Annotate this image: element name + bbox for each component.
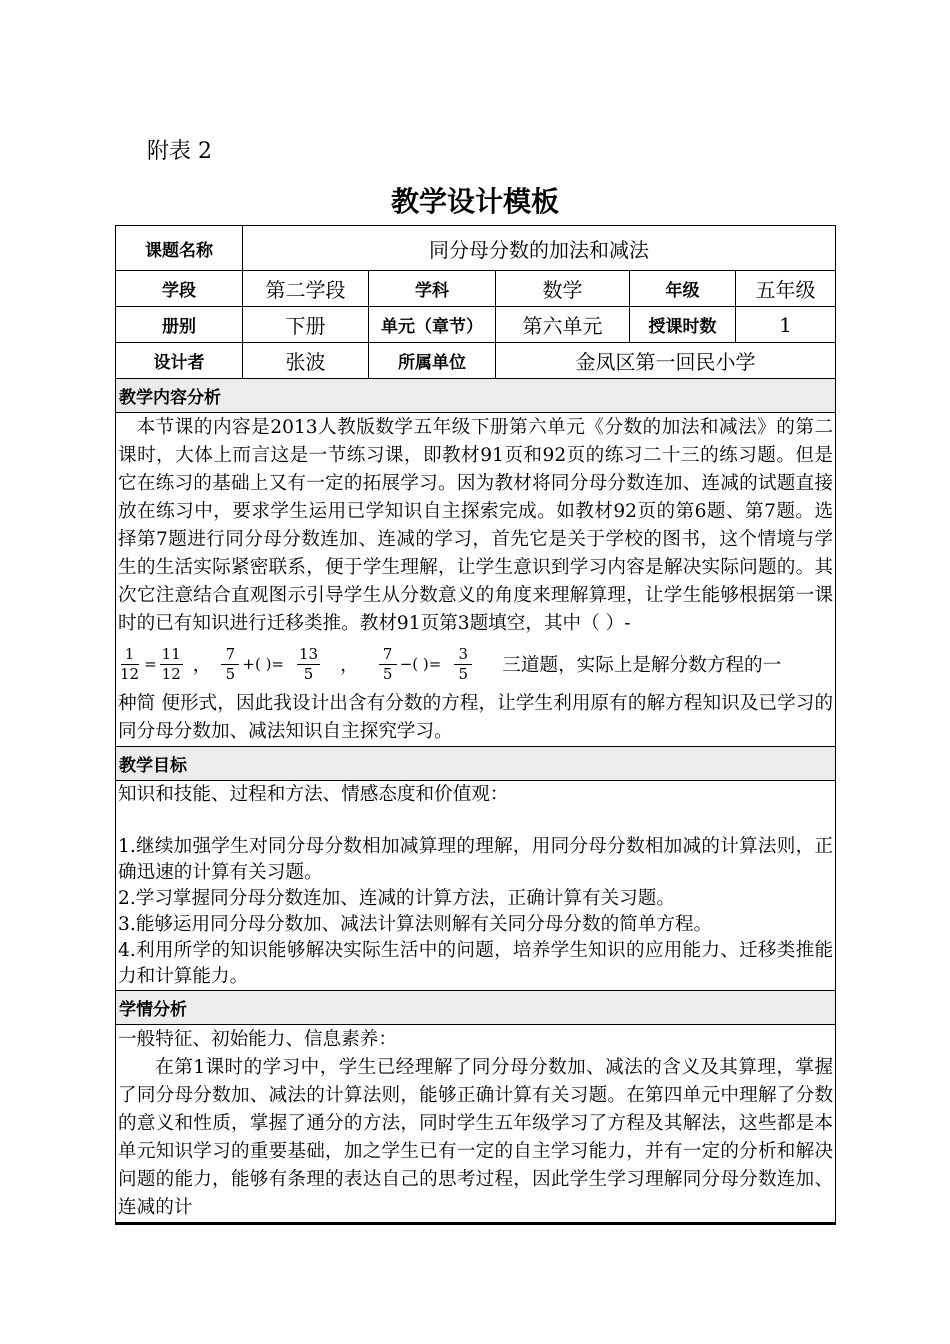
fraction-1: $\frac{1}{12}$ — [120, 644, 140, 683]
unit-label: 单元（章节） — [369, 307, 496, 343]
equation-trailing-text: 三道题，实际上是解分数方程的一 — [502, 655, 782, 676]
section-learner-body — [116, 1025, 836, 1224]
lesson-design-table — [115, 225, 836, 1225]
stage-label: 学段 — [116, 271, 243, 307]
volume-value: 下册 — [243, 307, 369, 343]
designer-value: 张波 — [243, 343, 369, 379]
row-designer — [116, 343, 836, 379]
school-value: 金凤区第一回民小学 — [496, 343, 836, 379]
row-volume — [116, 307, 836, 343]
grade-value: 五年级 — [736, 271, 836, 307]
objective-item-2: 2.学习掌握同分母分数连加、连减的计算方法，正确计算有关习题。 — [118, 888, 675, 909]
topic-label: 课题名称 — [116, 226, 243, 271]
content-analysis-heading: 教学内容分析 — [116, 379, 836, 413]
section-content-analysis-header — [116, 379, 836, 413]
designer-label: 设计者 — [116, 343, 243, 379]
unit-value: 第六单元 — [496, 307, 630, 343]
appendix-label: 附表 2 — [147, 139, 212, 164]
fraction-2: $\frac{11}{12}$ — [161, 644, 181, 683]
learner-analysis-heading: 学情分析 — [116, 991, 836, 1025]
objective-item-1: 1.继续加强学生对同分母分数相加减算理的理解，用同分母分数相加减的计算法则，正确迅速的计算有关习题。 — [118, 836, 834, 883]
section-content-analysis-body — [116, 413, 836, 747]
section-objectives-body — [116, 781, 836, 991]
fraction-3: $\frac{7}{5}$ — [221, 645, 239, 684]
section-objectives-header — [116, 747, 836, 781]
subject-value: 数学 — [496, 271, 630, 307]
plus-blank: +( )= — [242, 655, 284, 673]
section-learner-header — [116, 991, 836, 1025]
objectives-heading: 教学目标 — [116, 747, 836, 781]
learner-analysis-intro: 一般特征、初始能力、信息素养： — [118, 1029, 397, 1050]
school-label: 所属单位 — [369, 343, 496, 379]
document-title: 教学设计模板 — [390, 185, 559, 218]
hours-value: 1 — [736, 307, 836, 343]
separator-2: ， — [340, 655, 359, 676]
objective-item-3: 3.能够运用同分母分数加、减法计算法则解有关同分母分数的简单方程。 — [118, 914, 713, 935]
fraction-5: $\frac{7}{5}$ — [379, 645, 397, 684]
separator-1: ， — [192, 655, 212, 676]
fraction-6: $\frac{3}{5}$ — [454, 645, 472, 684]
fraction-4: $\frac{13}{5}$ — [298, 644, 319, 683]
content-analysis-paragraph-2: 种简 便形式，因此我设计出含有分数的方程，让学生利用原有的解方程知识及已学习的同分母分数加、减法知识自主探究学习。 — [118, 693, 834, 742]
topic-value: 同分母分数的加法和减法 — [243, 226, 836, 271]
equation-line — [118, 638, 833, 690]
objectives-intro: 知识和技能、过程和方法、情感态度和价值观： — [118, 784, 509, 805]
learner-analysis-paragraph: 在第1课时的学习中，学生已经理解了同分母分数加、减法的含义及其算理，掌握了同分母分数加、减法的计算法则，能够正确计算有关习题。在第四单元中理解了分数的意义和性质，掌握了通分的方法，同时学生五年级学习了方程及其解法，这些都是本单元知识学习的重要基础，加之学生已有一定的自主学习能力，并有一定的分析和解决问题的能力，能够有条理的表达自己的思考过程，因此学生学习理解同分母分数连加、连减的计 — [118, 1057, 834, 1218]
grade-label: 年级 — [630, 271, 736, 307]
volume-label: 册别 — [116, 307, 243, 343]
row-topic — [116, 226, 836, 271]
objective-item-4: 4.利用所学的知识能够解决实际生活中的问题，培养学生知识的应用能力、迁移类推能力和计算能力。 — [118, 940, 834, 987]
minus-blank: −( )= — [399, 655, 442, 673]
row-stage — [116, 271, 836, 307]
content-analysis-paragraph-1: 本节课的内容是2013人教版数学五年级下册第六单元《分数的加法和减法》的第二课时，大体上而言这是一节练习课，即教材91页和92页的练习二十三的练习题。但是它在练习的基础上又有一定的拓展学习。因为教材将同分母分数连加、连减的试题直接放在练习中，要求学生运用已学知识自主探索完成。如教材92页的第6题、第7题。选择第7题进行同分母分数连加、连减的学习，首先它是关于学校的图书，这个情境与学生的生活实际紧密联系，便于学生理解，让学生意识到学习内容是解决实际问题的。其次它注意结合直观图示引导学生从分数意义的角度来理解算理，让学生能够根据第一课时的已有知识进行迁移类推。教材91页第3题填空，其中（ ）- — [118, 417, 834, 634]
hours-label: 授课时数 — [630, 307, 736, 343]
stage-value: 第二学段 — [243, 271, 369, 307]
equals-sign: = — [144, 655, 157, 673]
subject-label: 学科 — [369, 271, 496, 307]
